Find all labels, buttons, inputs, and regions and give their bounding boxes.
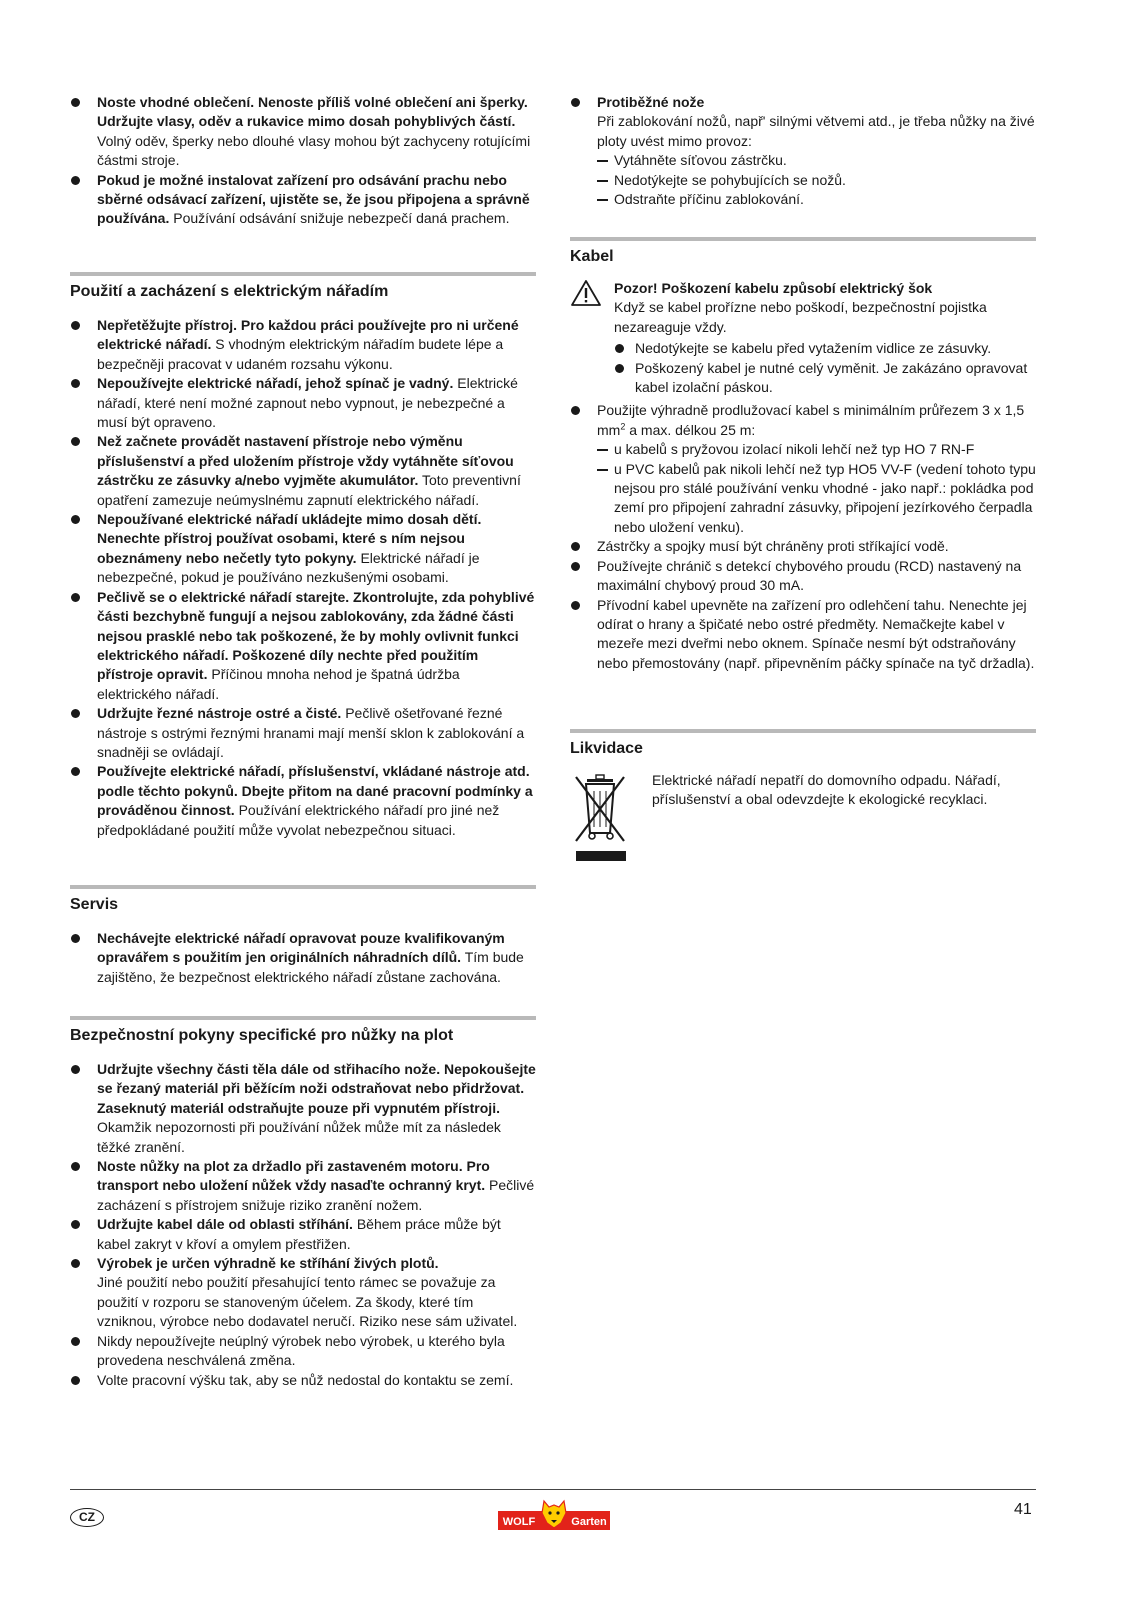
page-number: 41 <box>1014 1501 1032 1518</box>
section-title: Servis <box>70 896 119 913</box>
intro-left-list <box>70 93 536 229</box>
language-badge: CZ <box>70 1508 104 1527</box>
list-item: Nepřetěžujte přístroj. Pro každou práci používejte pro ni určené elektrické nářadí. S vhodným elektrickým nářadím budete lépe a bezpečněji pracovat v udaném rozsahu výkonu. <box>70 316 536 374</box>
svg-text:WOLF: WOLF <box>502 1516 536 1528</box>
intro-right-list <box>570 93 1036 209</box>
list-item: Přívodní kabel upevněte na zařízení pro odlehčení tahu. Nenechte jej odírat o hrany a špičaté nebo ostré předměty. Nemačkejte kabel v mezeře mezi dveřmi nebo oknem. Spínače nesmí být odstraňovány nebo přemostovány (např. připevněním páčky spínače na tyč držadla). <box>570 596 1036 674</box>
warning-icon <box>570 279 602 307</box>
list-item: Volte pracovní výšku tak, aby se nůž nedostal do kontaktu se zemí. <box>70 1371 536 1390</box>
list-item: Nikdy nepoužívejte neúplný výrobek nebo výrobek, u kterého byla provedena neschválená změna. <box>70 1332 536 1371</box>
list-item: Než začnete provádět nastavení přístroje nebo výměnu příslušenství a před uložením přístroje vždy vytáhněte síťovou zástrčku ze zásuvky a/nebo vyjměte akumulátor. Toto preventivní opatření zamezuje neúmyslnému zapnutí elektrického nářadí. <box>70 432 536 510</box>
list-item: Poškozený kabel je nutné celý vyměnit. Je zakázáno opravovat kabel izolační páskou. <box>614 359 1036 398</box>
list-item: Nepoužívané elektrické nářadí ukládejte mimo dosah dětí. Nenechte přístroj používat osobami, které s ním nejsou obeznámeny nebo nečetly tyto pokyny. Elektrické nářadí je nebezpečné, pokud je používáno nezkušenými osobami. <box>70 510 536 588</box>
section-title: Kabel <box>570 248 614 265</box>
list-item: Udržujte řezné nástroje ostré a čisté. Pečlivě ošetřované řezné nástroje s ostrými řeznými hranami mají menší sklon k zablokování a snadněji se ovládají. <box>70 704 536 762</box>
warning-text: Když se kabel prořízne nebo poškodí, bezpečnostní pojistka nezareaguje vždy. <box>614 299 987 335</box>
list-item: Udržujte kabel dále od oblasti stříhání. Během práce může být kabel zakryt v křoví a omylem přestřižen. <box>70 1215 536 1254</box>
dash-item: Nedotýkejte se pohybujících se nožů. <box>597 171 1036 190</box>
list-item: Nepoužívejte elektrické nářadí, jehož spínač je vadný. Elektrické nářadí, které není možné zapnout nebo vypnout, je nebezpečné a musí být opraveno. <box>70 374 536 432</box>
list-item: Používejte elektrické nářadí, příslušenství, vkládané nástroje atd. podle těchto pokynů. Dbejte přitom na dané pracovní podmínky a prováděnou činnost. Používání elektrického nářadí pro jiné než předpokládané použití může vyvolat nebezpečnou situaci. <box>70 762 536 840</box>
list-item: Pokud je možné instalovat zařízení pro odsávání prachu nebo sběrné odsávací zařízení, ujistěte se, že jsou připojena a správně používána. Používání odsávání snižuje nebezpečí daná prachem. <box>70 171 536 229</box>
section-servis <box>70 885 536 987</box>
likvidace-text: Elektrické nářadí nepatří do domovního odpadu. Nářadí, příslušenství a obal odevzdejte k ekologické recyklaci. <box>652 772 1001 808</box>
section-kabel <box>570 237 1036 673</box>
dash-item: u kabelů s pryžovou izolací nikoli lehčí než typ HO 7 RN-F <box>597 440 1036 459</box>
weee-bin-icon <box>572 773 628 865</box>
list-item: Noste nůžky na plot za držadlo při zastaveném motoru. Pro transport nebo uložení nůžek vždy nasaďte ochranný kryt. Pečlivé zacházení s přístrojem snižuje riziko zranění nožem. <box>70 1157 536 1215</box>
list-item: Zástrčky a spojky musí být chráněny proti stříkající vodě. <box>570 537 1036 556</box>
section-elektricke-naradi <box>70 272 536 840</box>
list-item: Výrobek je určen výhradně ke stříhání živých plotů. Jiné použití nebo použití přesahující tento rámec se považuje za použití v rozporu se stanoveným účelem. Za škody, které tím vzniknou, výrobce nebo dodavatel neručí. Riziko nese sám uživatel. <box>70 1254 536 1332</box>
list-item: Pečlivě se o elektrické nářadí starejte. Zkontrolujte, zda pohyblivé části bezchybně fungují a nejsou zablokovány, zda žádné části nejsou prasklé nebo tak poškozené, že by mohly ovlivnit funkci elektrického nářadí. Poškozené díly nechte před použitím přístroje opravit. Příčinou mnoha nehod je špatná údržba elektrického nářadí. <box>70 588 536 704</box>
brand-logo <box>498 1497 610 1538</box>
svg-text:Garten: Garten <box>571 1516 607 1528</box>
list-item: Nedotýkejte se kabelu před vytažením vidlice ze zásuvky. <box>614 339 1036 358</box>
wolf-garten-logo <box>498 1497 610 1533</box>
section-title: Použití a zacházení s elektrickým nářadím <box>70 283 389 300</box>
section-title: Bezpečnostní pokyny specifické pro nůžky na plot <box>70 1027 454 1044</box>
dash-item: Odstraňte příčinu zablokování. <box>597 190 1036 209</box>
section-title: Likvidace <box>570 740 643 757</box>
warning-title: Pozor! Poškození kabelu způsobí elektrický šok <box>614 280 933 296</box>
dash-item: Vytáhněte síťovou zástrčku. <box>597 151 1036 170</box>
section-likvidace <box>570 729 1036 881</box>
list-item: Udržujte všechny části těla dále od střihacího nože. Nepokoušejte se řezaný materiál při běžícím noži odstraňovat nebo přidržovat. Zaseknutý materiál odstraňujte pouze při vypnutém přístroji. Okamžik nepozornosti při používání nůžek může mít za následek těžké zranění. <box>70 1060 536 1157</box>
list-item: Protiběžné nože Při zablokování nožů, např' silnými větvemi atd., je třeba nůžky na živé ploty uvést mimo provoz: Vytáhněte síťovou zástrčku. Nedotýkejte se pohybujících se nožů. Odstraňte příčinu zablokování. <box>570 93 1036 209</box>
list-item: Nechávejte elektrické nářadí opravovat pouze kvalifikovaným opravářem s použitím jen originálních náhradních dílů. Tím bude zajištěno, že bezpečnost elektrického nářadí zůstane zachována. <box>70 929 536 987</box>
list-item: Používejte chránič s detekcí chybového proudu (RCD) nastavený na maximální chybový proud 30 mA. <box>570 557 1036 596</box>
list-item: Použijte výhradně prodlužovací kabel s minimálním průřezem 3 x 1,5 $mm^2$ a max. délkou 25 m: u kabelů s pryžovou izolací nikoli lehčí než typ HO 7 RN-F u PVC kabelů pak nikoli lehčí než typ HO5 VV-F (vedení tohoto typu nejsou pro stálé používání venku vhodné - jako např.: pokládka pod zemí pro připojení zahradní zásuvky, připojení jezírkového čerpadla nebo uložení venku). <box>570 401 1036 537</box>
section-nuzky-na-plot <box>70 1016 536 1390</box>
list-item: Noste vhodné oblečení. Nenoste příliš volné oblečení ani šperky. Udržujte vlasy, oděv a rukavice mimo dosah pohyblivých částí. Volný oděv, šperky nebo dlouhé vlasy mohou být zachyceny rotujícími částmi stroje. <box>70 93 536 171</box>
footer-rule <box>70 1489 1036 1490</box>
warning-block <box>570 279 1036 397</box>
dash-item: u PVC kabelů pak nikoli lehčí než typ HO5 VV-F (vedení tohoto typu nejsou pro stálé používání venku vhodné - jako např.: pokládka pod zemí pro připojení zahradní zásuvky, připojení jezírkového čerpadla nebo uložení venku). <box>597 460 1036 538</box>
